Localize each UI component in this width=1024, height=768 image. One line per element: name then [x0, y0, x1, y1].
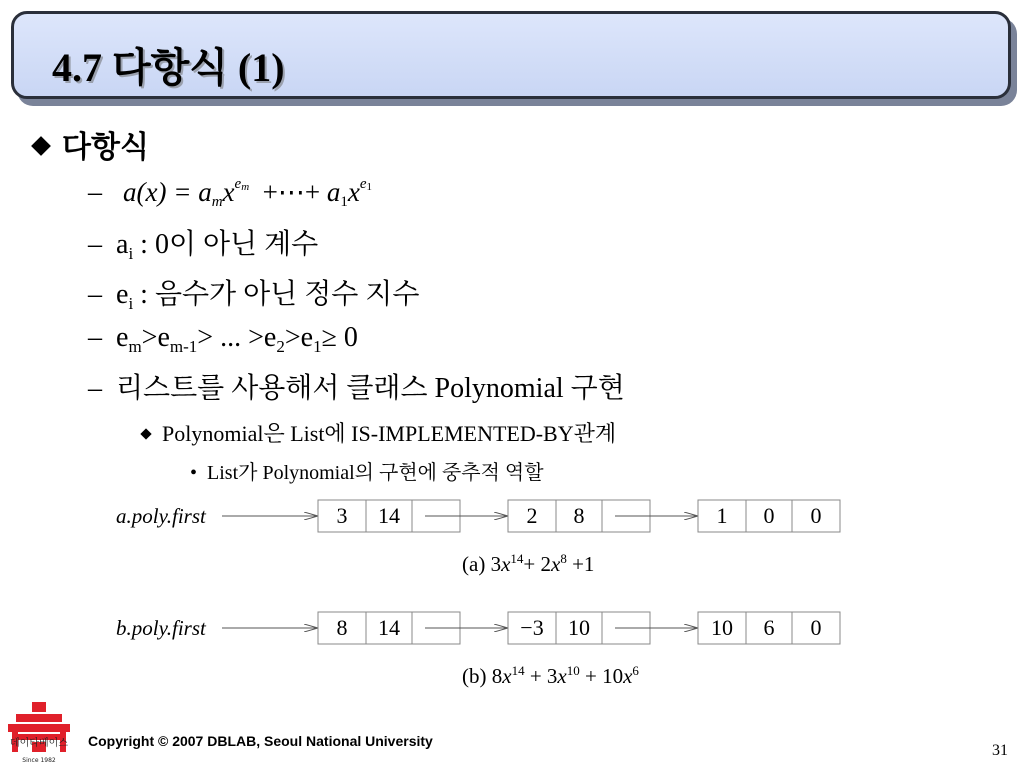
dot-bullet-icon: • — [190, 462, 198, 484]
b-node-3-exp: 6 — [763, 615, 775, 640]
b-node-2-exp: 10 — [568, 615, 590, 640]
logo-since: Since 1982 — [22, 757, 56, 764]
copyright-text: Copyright © 2007 DBLAB, Seoul National University — [88, 733, 433, 749]
bullet-label: 다항식 — [62, 131, 149, 164]
b-node-1-exp: 14 — [378, 615, 400, 640]
a-node-3-coef: 1 — [716, 503, 728, 528]
a-poly-first-label: a.poly.first — [116, 504, 206, 528]
logo-text: 데이타베이스 — [10, 738, 68, 749]
polynomial-formula: a(x) = amx$^{em}$ +⋯+ $a1x^{e1}$ — [123, 176, 373, 210]
a-node-2-coef: 2 — [526, 503, 538, 528]
sub-bullet-relation: Polynomial은 List에 IS-IMPLEMENTED-BY관계 — [142, 417, 616, 448]
a-node-3 — [698, 500, 840, 532]
dblab-logo — [2, 700, 76, 766]
implementation-line: – 리스트를 사용해서 클래스 Polynomial 구현 — [88, 373, 625, 404]
b-node-1-coef: 8 — [336, 615, 348, 640]
coefficient-line: – $a_i$ : 0이 아닌 계수 — [88, 229, 319, 263]
caption-a: (a) $3x^{14}+ 2x^8 +1$ — [462, 551, 595, 576]
b-node-3 — [698, 612, 840, 644]
page-number: 31 — [992, 742, 1008, 759]
caption-b: (b) $8x^{14} + 3x^{10} + 10x^6$ — [462, 663, 639, 688]
a-node-3-exp: 0 — [763, 503, 775, 528]
b-node-2-coef: −3 — [520, 615, 544, 640]
b-poly-first-label: b.poly.first — [116, 616, 206, 640]
polynomial-a: $3x^{14}+ 2x^8 +1$ — [490, 551, 595, 576]
sub-sub-bullet-role: • List가 Polynomial의 구현에 중추적 역할 — [190, 462, 544, 484]
a-node-3-link: 0 — [810, 503, 822, 528]
a-node-1-coef: 3 — [336, 503, 348, 528]
polynomial-b: $8x^{14} + 3x^{10} + 10x^6$ — [491, 663, 639, 688]
b-node-3-coef: 10 — [711, 615, 733, 640]
exponent-line: – $e_i$ : 음수가 아닌 정수 지수 — [88, 279, 420, 313]
a-node-1-exp: 14 — [378, 503, 400, 528]
formula-line: – a(x) = amx$^{em}$ +⋯+ $a1x^{e1}$ — [88, 176, 373, 210]
b-node-3-link: 0 — [810, 615, 822, 640]
slide-title: 4.7 다항식 (1) — [52, 45, 285, 90]
exponent-order-line: – $e_m>e_{m-1}>$ ... $>e_2>e_1\ge 0$ — [88, 322, 358, 356]
a-node-2-exp: 8 — [573, 503, 585, 528]
